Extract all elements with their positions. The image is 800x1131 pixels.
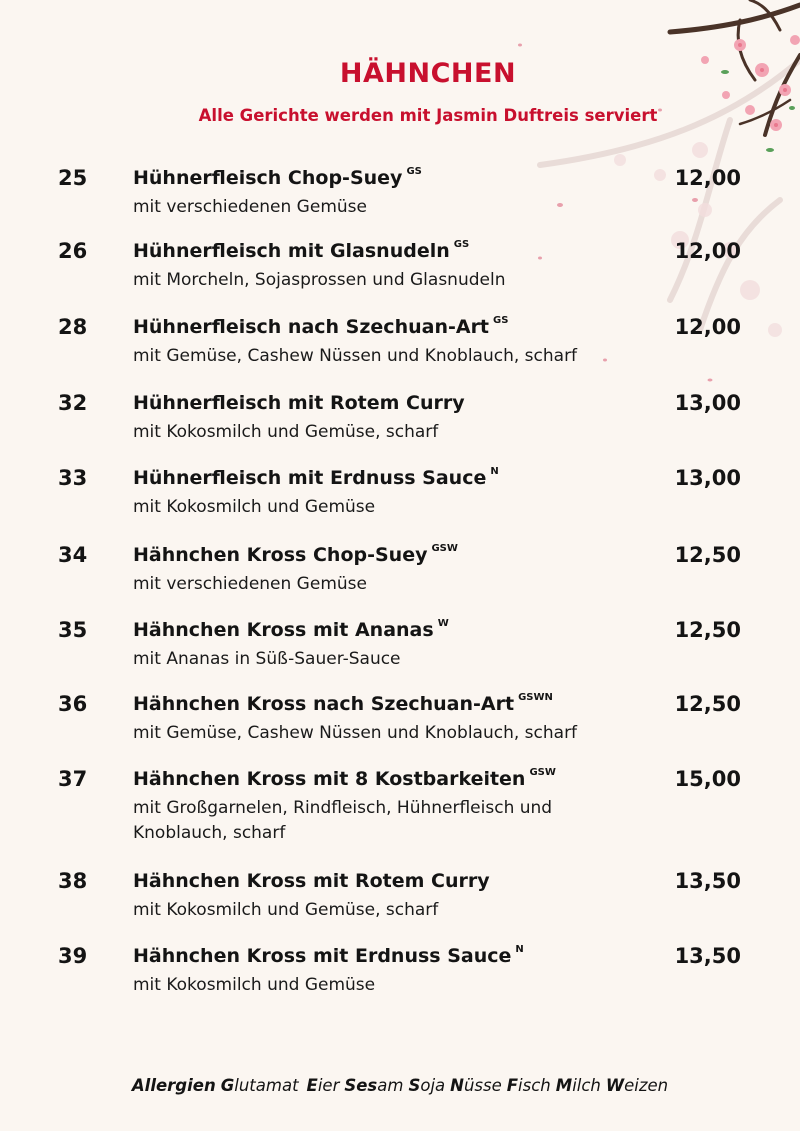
item-name bbox=[133, 693, 553, 715]
item-name bbox=[133, 544, 458, 566]
allergen-initial: G bbox=[220, 1076, 235, 1095]
item-name bbox=[133, 619, 449, 641]
item-allergen-code: W bbox=[437, 618, 449, 629]
allergen-entry bbox=[307, 1076, 340, 1095]
item-description: mit Morcheln, Sojasprossen und Glasnudeln bbox=[133, 270, 506, 290]
allergen-legend bbox=[0, 1076, 800, 1095]
item-description: mit verschiedenen Gemüse bbox=[133, 574, 367, 594]
item-allergen-code: GS bbox=[493, 315, 509, 326]
item-price: 12,00 bbox=[674, 239, 741, 263]
item-price: 12,50 bbox=[674, 692, 741, 716]
item-number: 26 bbox=[58, 239, 88, 263]
item-name-text: Hühnerfleisch mit Glasnudeln bbox=[133, 240, 450, 262]
item-price: 12,50 bbox=[674, 618, 741, 642]
item-name-text: Hähnchen Kross mit Ananas bbox=[133, 619, 434, 641]
item-allergen-code: N bbox=[515, 944, 524, 955]
allergen-label: Allergien bbox=[131, 1076, 216, 1095]
allergen-entry bbox=[344, 1076, 403, 1095]
item-number: 25 bbox=[58, 166, 88, 190]
item-allergen-code: GSW bbox=[431, 543, 458, 554]
allergen-rest: ier bbox=[317, 1076, 340, 1095]
item-name-text: Hähnchen Kross Chop-Suey bbox=[133, 544, 428, 566]
item-name bbox=[133, 167, 422, 189]
item-name-text: Hühnerfleisch mit Erdnuss Sauce bbox=[133, 467, 487, 489]
allergen-rest: lutamat bbox=[234, 1076, 299, 1095]
allergen-entry bbox=[221, 1076, 299, 1095]
item-price: 13,50 bbox=[674, 944, 741, 968]
item-number: 34 bbox=[58, 543, 88, 567]
allergen-initial: E bbox=[306, 1076, 318, 1095]
item-description: mit Gemüse, Cashew Nüssen und Knoblauch, scharf bbox=[133, 346, 578, 366]
allergen-initial: N bbox=[450, 1076, 464, 1095]
item-name-text: Hähnchen Kross mit 8 Kostbarkeiten bbox=[133, 768, 526, 790]
item-description: mit Kokosmilch und Gemüse bbox=[133, 975, 376, 995]
item-price: 12,00 bbox=[674, 315, 741, 339]
allergen-rest: oja bbox=[420, 1076, 446, 1095]
item-allergen-code: GS bbox=[406, 166, 422, 177]
allergen-entry bbox=[556, 1076, 601, 1095]
item-name-text: Hähnchen Kross mit Rotem Curry bbox=[133, 870, 490, 892]
allergen-entry bbox=[606, 1076, 668, 1095]
allergen-initial: W bbox=[605, 1076, 625, 1095]
item-name-text: Hühnerfleisch Chop-Suey bbox=[133, 167, 403, 189]
item-number: 38 bbox=[58, 869, 88, 893]
item-name bbox=[133, 316, 508, 338]
item-number: 28 bbox=[58, 315, 88, 339]
allergen-rest: isch bbox=[518, 1076, 551, 1095]
item-number: 35 bbox=[58, 618, 88, 642]
item-number: 37 bbox=[58, 767, 88, 791]
item-number: 32 bbox=[58, 391, 88, 415]
allergen-initial: Ses bbox=[344, 1076, 378, 1095]
allergen-rest: am bbox=[377, 1076, 404, 1095]
allergen-rest: ilch bbox=[572, 1076, 601, 1095]
page-title: HÄHNCHEN bbox=[339, 58, 517, 89]
allergen-entry bbox=[507, 1076, 551, 1095]
item-name bbox=[133, 467, 499, 489]
item-number: 36 bbox=[58, 692, 88, 716]
item-allergen-code: GSWN bbox=[518, 692, 553, 703]
item-name bbox=[133, 945, 524, 967]
item-description: mit Ananas in Süß-Sauer-Sauce bbox=[133, 649, 401, 669]
allergen-initial: M bbox=[555, 1076, 573, 1095]
item-price: 15,00 bbox=[674, 767, 741, 791]
item-name-text: Hühnerfleisch nach Szechuan-Art bbox=[133, 316, 490, 338]
item-description: mit Kokosmilch und Gemüse, scharf bbox=[133, 422, 439, 442]
allergen-entry bbox=[450, 1076, 502, 1095]
item-name bbox=[133, 870, 494, 892]
item-name bbox=[133, 768, 556, 790]
item-price: 13,00 bbox=[674, 391, 741, 415]
item-price: 12,00 bbox=[674, 166, 741, 190]
item-number: 33 bbox=[58, 466, 88, 490]
item-description: mit Gemüse, Cashew Nüssen und Knoblauch, scharf bbox=[133, 723, 578, 743]
allergen-rest: üsse bbox=[463, 1076, 502, 1095]
item-number: 39 bbox=[58, 944, 88, 968]
allergen-entry bbox=[408, 1076, 445, 1095]
item-description: mit Kokosmilch und Gemüse, scharf bbox=[133, 900, 439, 920]
allergen-rest: eizen bbox=[624, 1076, 669, 1095]
item-name-text: Hühnerfleisch mit Rotem Curry bbox=[133, 392, 465, 414]
item-description: mit Kokosmilch und Gemüse bbox=[133, 497, 376, 517]
allergen-initial: F bbox=[506, 1076, 519, 1095]
page-subtitle: Alle Gerichte werden mit Jasmin Duftreis serviert bbox=[198, 106, 658, 125]
item-allergen-code: GS bbox=[453, 239, 470, 250]
item-price: 13,00 bbox=[674, 466, 741, 490]
item-description: mit Großgarnelen, Rindfleisch, Hühnerfleisch und Knoblauch, scharf bbox=[133, 798, 553, 843]
item-price: 12,50 bbox=[674, 543, 741, 567]
item-price: 13,50 bbox=[674, 869, 741, 893]
allergen-initial: S bbox=[408, 1076, 421, 1095]
item-description: mit verschiedenen Gemüse bbox=[133, 197, 367, 217]
item-allergen-code: N bbox=[490, 466, 499, 477]
item-name-text: Hähnchen Kross mit Erdnuss Sauce bbox=[133, 945, 512, 967]
item-allergen-code: GSW bbox=[529, 767, 556, 778]
item-name bbox=[133, 240, 469, 262]
item-name-text: Hähnchen Kross nach Szechuan-Art bbox=[133, 693, 515, 715]
item-name bbox=[133, 392, 469, 414]
